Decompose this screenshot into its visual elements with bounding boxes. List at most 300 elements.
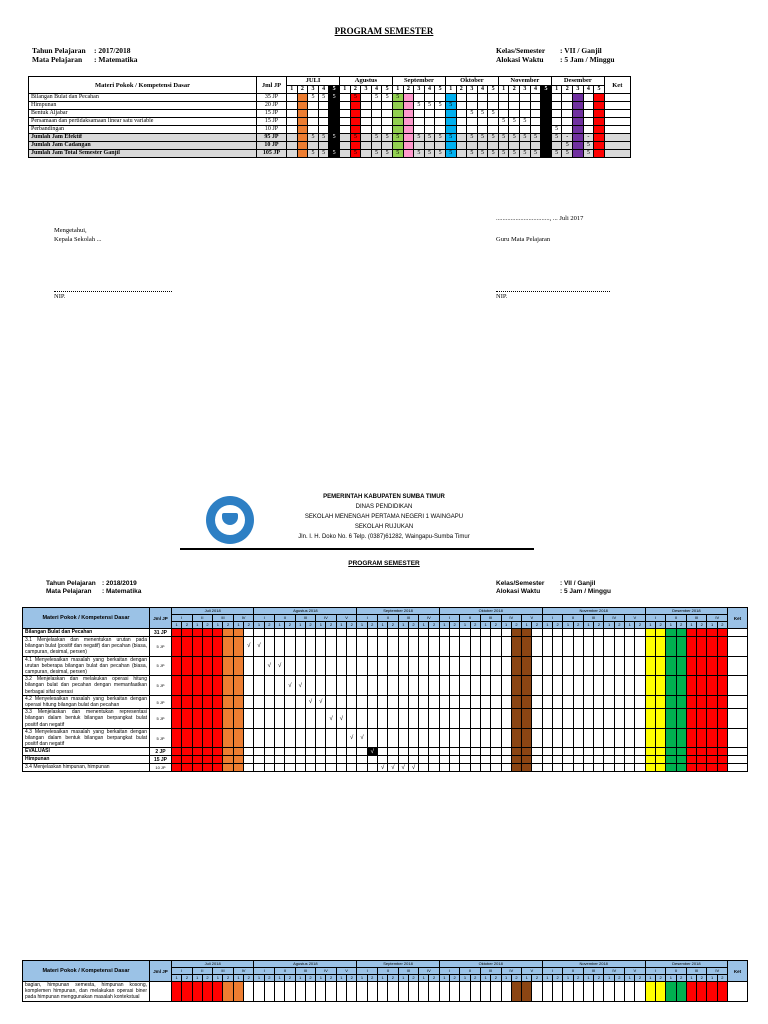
schedule-cell [467,118,478,126]
schedule-cell [563,656,573,676]
schedule-cell [563,695,573,708]
schedule-cell [172,728,182,748]
schedule-cell [182,695,192,708]
sub-week-header: 1 [254,622,264,629]
sub-week-header: 1 [563,622,573,629]
sub-week-header: 1 [172,622,182,629]
row-jp: 35 JP [257,94,287,102]
sub-week-header: 1 [419,975,429,982]
week-header: II [377,968,398,975]
schedule-cell [498,94,509,102]
schedule-cell [470,637,480,657]
row-jp: 10 JP [257,142,287,150]
sub-week-header: 1 [439,975,449,982]
sub-week-header: 2 [635,975,645,982]
schedule-cell [244,764,254,771]
schedule-cell [367,756,377,764]
schedule-cell [336,676,346,696]
schedule-cell [552,709,562,729]
week-header: IV [233,615,254,622]
schedule-cell [408,695,418,708]
sub-week-header: 1 [460,975,470,982]
schedule-cell [707,748,717,756]
schedule-cell [202,756,212,764]
schedule-cell [542,728,552,748]
schedule-cell [377,676,387,696]
meta-label: Kelas/Semester [496,46,546,55]
row-label: Jumlah Jam Cadangan [29,142,257,150]
schedule-cell [470,629,480,637]
schedule-cell: 5 [562,150,573,158]
schedule-cell [562,94,573,102]
schedule-cell [274,764,284,771]
schedule-cell [666,748,676,756]
week-header: 5 [541,85,552,94]
schedule-cell [614,637,624,657]
sub-week-header: 1 [439,622,449,629]
sub-week-header: 1 [604,622,614,629]
schedule-cell [645,756,655,764]
schedule-cell [541,142,552,150]
schedule-cell [480,695,490,708]
week-header: I [172,968,193,975]
schedule-cell [429,756,439,764]
schedule-cell [213,656,223,676]
sub-week-header: 2 [532,975,542,982]
schedule-cell [408,709,418,729]
schedule-cell [583,629,593,637]
week-header: V [522,615,543,622]
row-label: Persamaan dan pertidaksamaan linear satu variable [29,118,257,126]
table-row [29,126,631,134]
schedule-cell [287,118,298,126]
schedule-cell [316,637,326,657]
schedule-cell [297,142,308,150]
sub-week-header: 1 [233,975,243,982]
schedule-cell [552,676,562,696]
column-header-jml-jp: Jml JP [150,961,172,982]
schedule-cell [371,142,382,150]
schedule-cell [398,982,408,1002]
sub-week-header: 1 [398,622,408,629]
schedule-cell [491,764,501,771]
week-header: 1 [498,85,509,94]
schedule-cell [192,728,202,748]
sub-week-header: 1 [686,622,696,629]
schedule-cell [182,748,192,756]
schedule-cell [477,102,488,110]
schedule-cell [583,94,594,102]
schedule-cell [717,676,727,696]
schedule-cell [357,756,367,764]
sub-week-header: 1 [480,622,490,629]
schedule-cell [367,709,377,729]
schedule-cell [707,656,717,676]
week-header: II [563,968,584,975]
schedule-cell [287,150,298,158]
week-header: I [542,968,563,975]
schedule-cell [347,637,357,657]
schedule-cell [645,748,655,756]
schedule-cell [392,118,403,126]
schedule-cell [501,629,511,637]
schedule-cell [614,728,624,748]
schedule-cell [308,102,319,110]
schedule-cell: 5 [371,150,382,158]
week-header: III [686,615,707,622]
week-header: IV [707,968,728,975]
schedule-cell [182,676,192,696]
sub-week-header: 2 [347,975,357,982]
schedule-cell [583,748,593,756]
schedule-cell [398,656,408,676]
schedule-cell: √ [347,728,357,748]
schedule-cell: √ [377,764,387,771]
week-header: IV [501,968,522,975]
schedule-cell: 5 [551,150,562,158]
month-header: Desember [551,77,604,86]
schedule-cell [287,126,298,134]
schedule-cell [522,695,532,708]
schedule-cell [645,676,655,696]
schedule-cell [520,126,531,134]
schedule-cell [563,629,573,637]
schedule-cell [666,756,676,764]
schedule-cell: 5 [509,134,520,142]
schedule-cell [676,728,686,748]
sub-week-header: 1 [480,975,490,982]
schedule-cell: √ [388,764,398,771]
schedule-cell [371,118,382,126]
schedule-cell: √ [264,656,274,676]
schedule-cell [182,764,192,771]
sub-week-header: 2 [305,622,315,629]
schedule-cell: 5 [318,134,329,142]
week-header: I [542,615,563,622]
schedule-cell [573,126,584,134]
schedule-cell [329,142,340,150]
schedule-cell [645,629,655,637]
schedule-cell [573,102,584,110]
schedule-cell [594,110,605,118]
schedule-cell [213,756,223,764]
schedule-cell [192,756,202,764]
schedule-cell [511,695,521,708]
row-label: 3.3 Menjelaskan dan menentukan representasi bilangan dalam bentuk bilangan berpangkat bulat positif dan negatif [23,709,150,729]
schedule-cell [573,728,583,748]
meta-label: Alokasi Waktu [496,588,541,595]
week-header: II [460,968,481,975]
week-header: II [274,968,295,975]
doc1-meta-right [496,46,615,64]
schedule-cell [666,676,676,696]
schedule-cell [686,629,696,637]
schedule-cell [414,110,425,118]
schedule-cell [635,637,645,657]
sub-week-header: 1 [336,622,346,629]
schedule-cell [625,764,635,771]
row-jp: 5 JP [150,709,172,729]
schedule-cell [295,756,305,764]
sub-week-header: 1 [501,975,511,982]
schedule-cell [707,764,717,771]
schedule-cell [655,629,665,637]
schedule-cell [308,126,319,134]
schedule-cell [604,637,614,657]
sub-week-header: 2 [717,622,727,629]
sub-week-header: 2 [552,622,562,629]
schedule-cell: 5 [329,134,340,142]
row-ket [604,118,630,126]
schedule-cell [645,709,655,729]
schedule-cell [635,629,645,637]
schedule-cell [573,94,584,102]
row-jp: 95 JP [257,134,287,142]
schedule-cell [287,134,298,142]
row-jp: 10 JP [150,764,172,771]
schedule-cell [419,728,429,748]
week-header: 3 [573,85,584,94]
week-header: II [666,968,687,975]
sub-week-header: 2 [408,622,418,629]
schedule-cell [707,676,717,696]
week-header: I [439,615,460,622]
schedule-cell [542,695,552,708]
schedule-cell [456,150,467,158]
sub-week-header: 2 [532,622,542,629]
schedule-cell [403,94,414,102]
schedule-cell [594,982,604,1002]
schedule-cell [435,126,446,134]
week-header: 4 [371,85,382,94]
row-ket [604,102,630,110]
schedule-cell [424,94,435,102]
schedule-cell: √ [244,637,254,657]
schedule-cell [347,676,357,696]
schedule-cell [594,102,605,110]
schedule-cell: 5 [371,94,382,102]
schedule-cell [470,709,480,729]
schedule-cell [707,695,717,708]
schedule-cell [717,748,727,756]
schedule-cell [414,142,425,150]
schedule-cell [339,126,350,134]
schedule-cell: 5 [329,94,340,102]
schedule-cell [326,728,336,748]
month-header: Desember 2018 [645,961,727,968]
schedule-cell [316,982,326,1002]
sub-week-header: 1 [522,975,532,982]
schedule-cell [552,764,562,771]
schedule-cell [551,118,562,126]
schedule-cell: 5 [382,94,393,102]
schedule-cell [357,748,367,756]
schedule-cell [244,629,254,637]
schedule-cell [367,637,377,657]
week-header: I [645,968,666,975]
sub-week-header: 1 [460,622,470,629]
schedule-cell: 5 [308,134,319,142]
schedule-cell [339,94,350,102]
week-header: 4 [318,85,329,94]
schedule-cell [511,728,521,748]
schedule-cell [445,118,456,126]
schedule-cell: 5 [414,134,425,142]
schedule-cell [666,629,676,637]
schedule-cell [223,629,233,637]
schedule-cell: 5 [477,134,488,142]
schedule-cell [552,982,562,1002]
sub-week-header: 1 [625,975,635,982]
schedule-cell [326,676,336,696]
schedule-cell: √ [285,676,295,696]
schedule-cell [445,94,456,102]
week-header: IV [316,615,337,622]
schedule-cell [388,637,398,657]
signature-date: ................................., ... Juli 2017 [496,215,584,222]
schedule-cell [604,756,614,764]
sub-week-header: 1 [295,975,305,982]
schedule-cell [244,656,254,676]
schedule-cell [192,629,202,637]
schedule-cell [573,756,583,764]
schedule-cell [336,748,346,756]
schedule-cell [429,695,439,708]
week-header: III [583,615,604,622]
week-header: III [213,968,234,975]
schedule-cell [318,102,329,110]
schedule-cell [470,982,480,1002]
schedule-cell [625,637,635,657]
schedule-cell [316,629,326,637]
row-ket [604,110,630,118]
schedule-cell [361,102,372,110]
schedule-cell [357,709,367,729]
schedule-cell [480,676,490,696]
schedule-cell [429,748,439,756]
schedule-cell [367,764,377,771]
schedule-cell [172,629,182,637]
meta-value: : 5 Jam / Minggu [560,588,611,595]
schedule-cell [192,676,202,696]
schedule-cell [686,728,696,748]
meta-value: : 5 Jam / Minggu [560,55,615,64]
schedule-cell [398,637,408,657]
week-header: 2 [350,85,361,94]
schedule-cell [456,142,467,150]
schedule-cell [480,637,490,657]
schedule-cell: 5 [435,102,446,110]
sub-week-header: 1 [377,622,387,629]
schedule-cell [445,126,456,134]
schedule-cell [287,94,298,102]
schedule-cell [460,637,470,657]
schedule-cell [522,637,532,657]
schedule-cell [583,637,593,657]
doc2-meta-left [46,580,141,596]
table-row [23,709,748,729]
schedule-cell [666,637,676,657]
schedule-cell: 5 [551,126,562,134]
schedule-cell [460,748,470,756]
week-header: III [295,968,316,975]
week-header: 2 [297,85,308,94]
schedule-cell [424,142,435,150]
schedule-cell [398,629,408,637]
schedule-cell [635,695,645,708]
schedule-cell [347,756,357,764]
schedule-cell [233,728,243,748]
schedule-cell [388,695,398,708]
schedule-cell [686,764,696,771]
schedule-cell [470,695,480,708]
schedule-cell [316,756,326,764]
schedule-cell [274,748,284,756]
schedule-cell [456,110,467,118]
schedule-cell [403,102,414,110]
schedule-cell [563,728,573,748]
nip-left: NIP. [54,293,66,300]
week-header: III [480,615,501,622]
row-jp: 2 JP [150,748,172,756]
schedule-cell: √ [295,676,305,696]
schedule-cell [460,629,470,637]
schedule-cell [233,656,243,676]
row-ket [728,764,748,771]
schedule-cell [388,756,398,764]
schedule-cell [392,110,403,118]
schedule-cell [182,709,192,729]
schedule-cell: √ [367,748,377,756]
schedule-cell [450,637,460,657]
schedule-cell [676,982,686,1002]
schedule-cell [377,756,387,764]
sub-week-header: 2 [305,975,315,982]
schedule-cell [347,709,357,729]
schedule-cell [594,728,604,748]
sub-week-header: 1 [213,975,223,982]
schedule-cell [477,94,488,102]
schedule-cell [614,656,624,676]
schedule-cell [419,695,429,708]
week-header: II [563,615,584,622]
row-label: Jumlah Jam Efektif [29,134,257,142]
schedule-cell [697,656,707,676]
schedule-cell [697,695,707,708]
schedule-cell [274,982,284,1002]
week-header: III [398,615,419,622]
schedule-cell [223,756,233,764]
schedule-cell: 5 [308,150,319,158]
schedule-cell [233,676,243,696]
schedule-cell [551,142,562,150]
schedule-cell: 5 [467,134,478,142]
schedule-cell [563,637,573,657]
sub-week-header: 1 [192,975,202,982]
schedule-cell [594,142,605,150]
schedule-cell [477,142,488,150]
meta-value: : VII / Ganjil [560,46,602,55]
schedule-cell [583,676,593,696]
schedule-cell [501,982,511,1002]
schedule-cell [408,656,418,676]
schedule-cell [480,656,490,676]
schedule-cell [398,748,408,756]
schedule-cell [509,110,520,118]
table-row [29,118,631,126]
schedule-cell [254,748,264,756]
sub-week-header: 2 [450,975,460,982]
